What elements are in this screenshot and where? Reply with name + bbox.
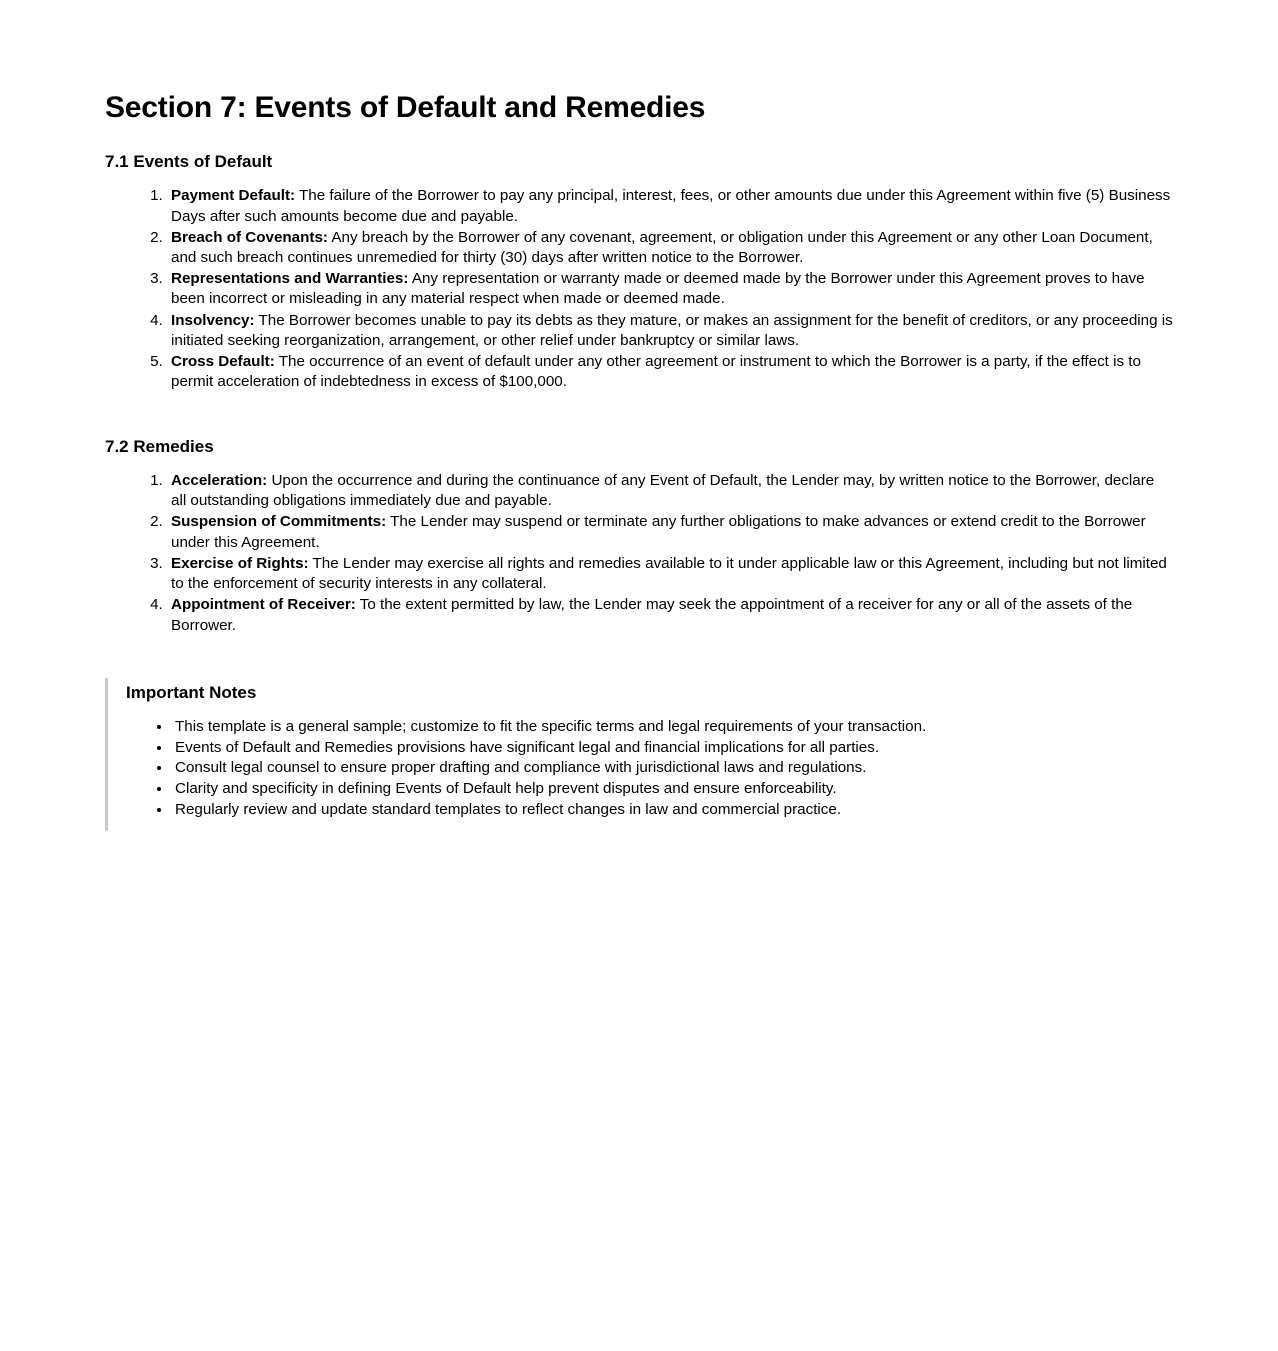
remedies-list: [105, 471, 1173, 636]
events-of-default-list: [105, 186, 1173, 392]
clause-text: Any representation or warranty made or deemed made by the Borrower under this Agreement proves to have been incorrect or misleading in any material respect when made or deemed made.: [171, 270, 1145, 308]
list-item: [167, 269, 1173, 309]
list-item: • This template is a general sample; customize to fit the specific terms and legal requirements of your transaction.: [172, 717, 1173, 738]
clause-term: Cross Default:: [171, 353, 275, 371]
clause-text: The failure of the Borrower to pay any principal, interest, fees, or other amounts due under this Agreement within five (5) Business Days after such amounts become due and payable.: [171, 187, 1171, 225]
list-item: • Events of Default and Remedies provisions have significant legal and financial implications for all parties.: [172, 738, 1173, 759]
clause-text: Upon the occurrence and during the continuance of any Event of Default, the Lender may, by written notice to the Borrower, declare all outstanding obligations immediately due and payable.: [171, 471, 1155, 510]
clause-text: The occurrence of an event of default under any other agreement or instrument to which the Borrower is a party, if the effect is to permit acceleration of indebtedness in excess of $100,000.: [171, 353, 1141, 391]
notes-title: Important Notes: [126, 682, 257, 702]
clause-term: Insolvency:: [171, 311, 255, 329]
list-item: [167, 352, 1173, 392]
list-item: [167, 554, 1173, 594]
list-item: [167, 512, 1173, 552]
list-item: [167, 228, 1173, 268]
clause-term: Suspension of Commitments:: [171, 513, 387, 531]
clause-term: Breach of Covenants:: [171, 228, 328, 246]
clause-term: Representations and Warranties:: [171, 270, 409, 288]
list-item: [167, 595, 1173, 635]
clause-term: Appointment of Receiver:: [171, 596, 356, 614]
clause-text: Any breach by the Borrower of any covenant, agreement, or obligation under this Agreement or any other Loan Document, and such breach continues unremedied for thirty (30) days after written notice to the Borrower.: [171, 228, 1153, 267]
page-bottom-whitespace: [105, 831, 1173, 1351]
page-title: Section 7: Events of Default and Remedies: [105, 91, 706, 124]
section-heading-events-of-default: 7.1 Events of Default: [105, 152, 273, 171]
clause-term: Exercise of Rights:: [171, 554, 309, 572]
clause-term: Payment Default:: [171, 187, 296, 205]
list-item: [167, 186, 1173, 226]
section-heading-remedies: 7.2 Remedies: [105, 436, 214, 456]
notes-list: [126, 717, 1173, 821]
clause-text: The Borrower becomes unable to pay its debts as they mature, or makes an assignment for the benefit of creditors, or any proceeding is initiated seeking reorganization, arrangement, or other relief under bankruptcy or similar laws.: [171, 311, 1173, 349]
list-item: • Consult legal counsel to ensure proper drafting and compliance with jurisdictional laws and regulations.: [172, 758, 1173, 779]
clause-text: The Lender may exercise all rights and remedies available to it under applicable law or this Agreement, including but not limited to the enforcement of security interests in any collateral.: [171, 554, 1167, 593]
clause-text: The Lender may suspend or terminate any further obligations to make advances or extend credit to the Borrower under this Agreement.: [171, 513, 1146, 551]
important-notes-callout: [105, 678, 1173, 831]
list-item: • Regularly review and update standard templates to reflect changes in law and commercial practice.: [172, 800, 1173, 821]
clause-term: Acceleration:: [171, 471, 268, 489]
list-item: [167, 311, 1173, 351]
list-item: • Clarity and specificity in defining Events of Default help prevent disputes and ensure enforceability.: [172, 779, 1173, 800]
list-item: [167, 471, 1173, 511]
clause-text: To the extent permitted by law, the Lender may seek the appointment of a receiver for any or all of the assets of the Borrower.: [171, 596, 1133, 634]
